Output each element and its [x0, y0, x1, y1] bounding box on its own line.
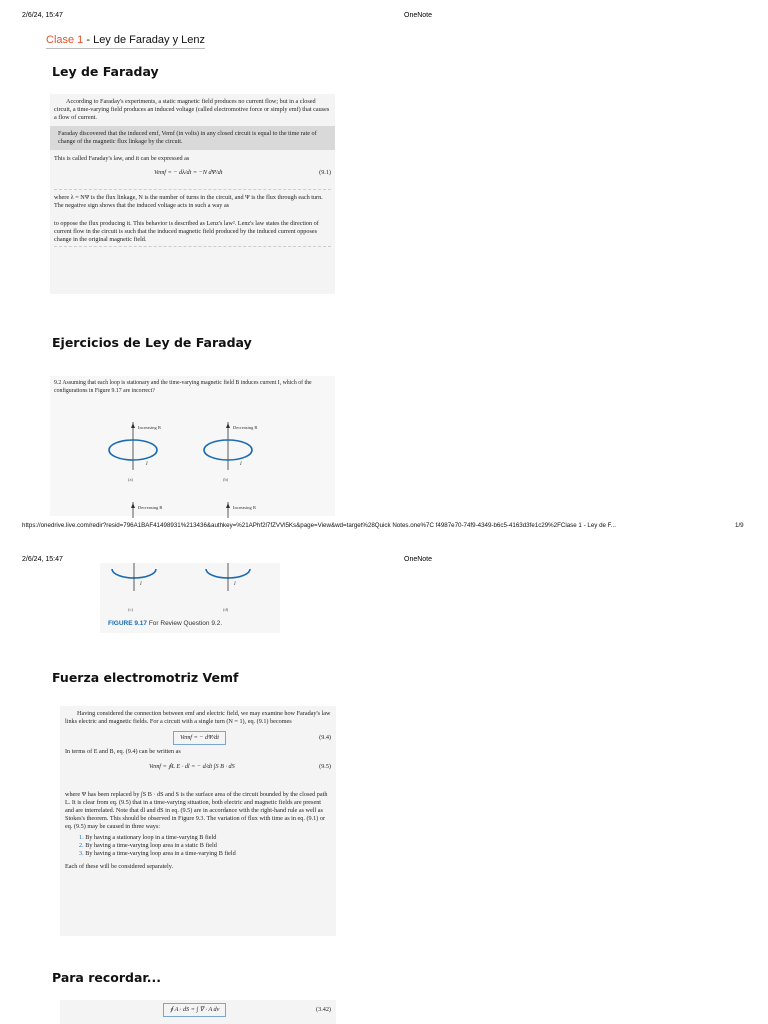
emf-closing: Each of these will be considered separately.: [65, 863, 174, 870]
faraday-highlight-box: [50, 126, 335, 150]
label-a: Increasing B: [138, 425, 161, 430]
faraday-highlight-text: Faraday discovered that the induced emf, Vemf (in volts) in any closed circuit is equal to the time rate of change of the magnetic flux linkage by the circuit.: [58, 130, 317, 145]
field-arrow-a: [131, 423, 135, 428]
emf-eq1: Vemf = − dΨ/dt: [173, 731, 226, 745]
figure-caption-label: FIGURE 9.17: [108, 620, 148, 627]
list-item: 2. By having a time-varying loop area in a static B field: [79, 842, 217, 849]
figure-caption: [108, 620, 222, 627]
field-arrow-b: [226, 423, 230, 428]
print-footer-url: https://onedrive.live.com/redir?resid=796A1BAF41498931%213436&authkey=%21APhf2l7fZVVl5Ks&page=View&wd=target%28Quick Notes.one%7C f4987e70-74f9-4349-b6c5-4163d3fe1c29%2FClase 1 - Ley de F...: [22, 522, 616, 529]
page-title-class-label: Clase 1: [46, 34, 84, 46]
emf-eq2: Vemf = ∮L E · dl = − d/dt ∫S B · dS: [149, 763, 235, 770]
faraday-equation: Vemf = − dλ/dt = −N dΨ/dt: [154, 169, 223, 176]
sub-a: (a): [128, 477, 133, 482]
recordar-eq-row: [65, 1003, 331, 1017]
recordar-excerpt: [60, 1000, 336, 1024]
faraday-textbook-excerpt: [50, 94, 335, 294]
faraday-para3: where λ = NΨ is the flux linkage, N is the number of turns in the circuit, and Ψ is the flux through each turn. The negative sign shows that the induced voltage acts in such a way as: [54, 194, 323, 209]
divider: [54, 246, 331, 247]
heading-fuerza-electromotriz: Fuerza electromotriz Vemf: [52, 670, 239, 685]
print-app-name-page2: OneNote: [404, 556, 433, 563]
recordar-eq-number: (3.42): [316, 1006, 331, 1013]
field-arrow-d: [226, 503, 230, 508]
emf-para3: where Ψ has been replaced by ∫S B · dS and S is the surface area of the circuit bounded by the closed path L. It is clear from eq. (9.5) that in a time-varying situation, both electric and magnetic fields are present and are interrelated. Note that dl and dS in eq. (9.5) are in accordance with the right-hand rule as well as Stokes's theorem. This should be observed in Figure 9.3. The variation of flux with time as in eq. (9.1) or eq. (9.5) may be caused in three ways:: [65, 791, 328, 830]
emf-eq2-row: [65, 763, 331, 771]
heading-para-recordar: Para recordar...: [52, 970, 162, 985]
current-d: I: [234, 582, 236, 587]
field-arrow-c: [131, 503, 135, 508]
figure-9-17-bottom: [100, 563, 280, 633]
label-c: Decreasing B: [138, 505, 163, 510]
list-item: 3. By having a time-varying loop area in a time-varying B field: [79, 850, 236, 857]
figure-caption-text: For Review Question 9.2.: [147, 620, 223, 627]
sub-b: (b): [223, 477, 229, 482]
list-item: 1. By having a stationary loop in a time-varying B field: [79, 834, 217, 841]
divider: [54, 189, 331, 190]
sub-d: (d): [223, 607, 229, 612]
recordar-equation: ∮ A · dS = ∫ ∇ · A dv: [163, 1003, 226, 1017]
heading-ejercicios: Ejercicios de Ley de Faraday: [52, 335, 252, 350]
emf-list: [79, 834, 331, 858]
faraday-para4: to oppose the flux producing it. This behavior is described as Lenz's law². Lenz's law states the direction of current flow in the circuit is such that the induced magnetic field produced by the induced current opposes change in the original magnetic field.: [54, 220, 319, 243]
emf-eq2-number: (9.5): [319, 763, 331, 770]
print-datetime: 2/6/24, 15:47: [22, 12, 63, 19]
emf-para2: In terms of E and B, eq. (9.4) can be written as: [65, 748, 181, 755]
figure-loops-cd: [100, 563, 280, 618]
label-b: Decreasing B: [233, 425, 258, 430]
figure-9-17-top: [90, 418, 290, 518]
page-title-rest: - Ley de Faraday y Lenz: [83, 34, 205, 46]
exercise-question: 9.2 Assuming that each loop is stationary and the time-varying magnetic field B induces current I, which of the configurations in Figure 9.17 are incorrect?: [54, 380, 312, 394]
current-c: I: [140, 582, 142, 587]
print-footer-page: 1/9: [735, 522, 744, 529]
print-datetime-page2: 2/6/24, 15:47: [22, 556, 63, 563]
sub-c: (c): [128, 607, 133, 612]
faraday-para2: This is called Faraday's law, and it can be expressed as: [54, 155, 190, 162]
current-a: I: [146, 462, 148, 467]
current-b: I: [240, 462, 242, 467]
label-d: Increasing B: [233, 505, 256, 510]
faraday-para1: According to Faraday's experiments, a static magnetic field produces no current flow; but in a closed circuit, a time-varying field produces an induced voltage (called electromotive force or simply emf) that causes a flow of current.: [54, 98, 330, 121]
emf-eq1-number: (9.4): [319, 734, 331, 741]
print-app-name: OneNote: [404, 12, 433, 19]
faraday-eq-number: (9.1): [319, 169, 331, 176]
emf-para1: Having considered the connection between emf and electric field, we may examine how Faraday's law links electric and magnetic fields. For a circuit with a single turn (N = 1), eq. (9.1) becomes: [65, 710, 331, 725]
faraday-equation-row: [54, 169, 331, 177]
emf-eq1-row: [65, 731, 331, 745]
emf-textbook-excerpt: [60, 706, 336, 936]
heading-ley-de-faraday: Ley de Faraday: [52, 64, 159, 79]
page-title: [46, 34, 205, 49]
